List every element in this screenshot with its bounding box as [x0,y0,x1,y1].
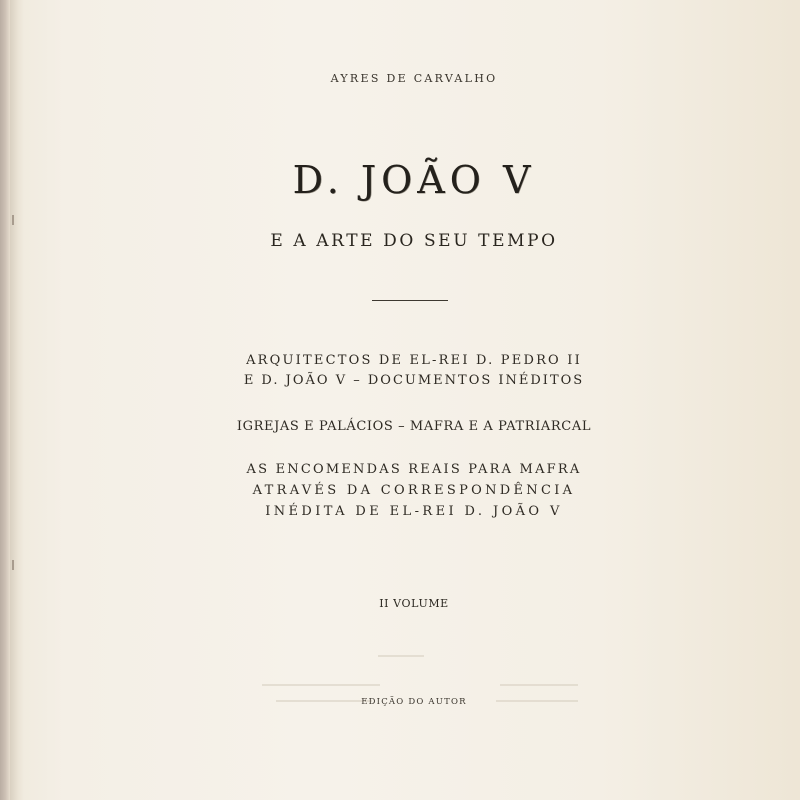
show-through-mark [262,684,380,686]
edition-note: EDIÇÃO DO AUTOR [361,697,467,707]
book-subtitle: E A ARTE DO SEU TEMPO [270,231,558,251]
contents-line: IGREJAS E PALÁCIOS – MAFRA E A PATRIARCAL [236,419,592,434]
volume-label: II VOLUME [379,597,449,610]
page-gutter [10,0,24,800]
contents-line: AS ENCOMENDAS REAIS PARA MAFRA [246,462,582,477]
book-title: D. JOÃO V [292,158,536,202]
author-name: AYRES DE CARVALHO [330,72,498,85]
contents-line: ARQUITECTOS DE EL-REI D. PEDRO II [246,353,582,368]
book-spine [0,0,10,800]
title-divider [372,300,448,301]
contents-line: E D. JOÃO V – DOCUMENTOS INÉDITOS [243,373,585,388]
binding-stitch [12,215,14,225]
contents-line: ATRAVÉS DA CORRESPONDÊNCIA [252,483,576,498]
contents-line: INÉDITA DE EL-REI D. JOÃO V [265,504,563,519]
show-through-mark [500,684,578,686]
show-through-mark [378,655,424,657]
binding-stitch [12,560,14,570]
